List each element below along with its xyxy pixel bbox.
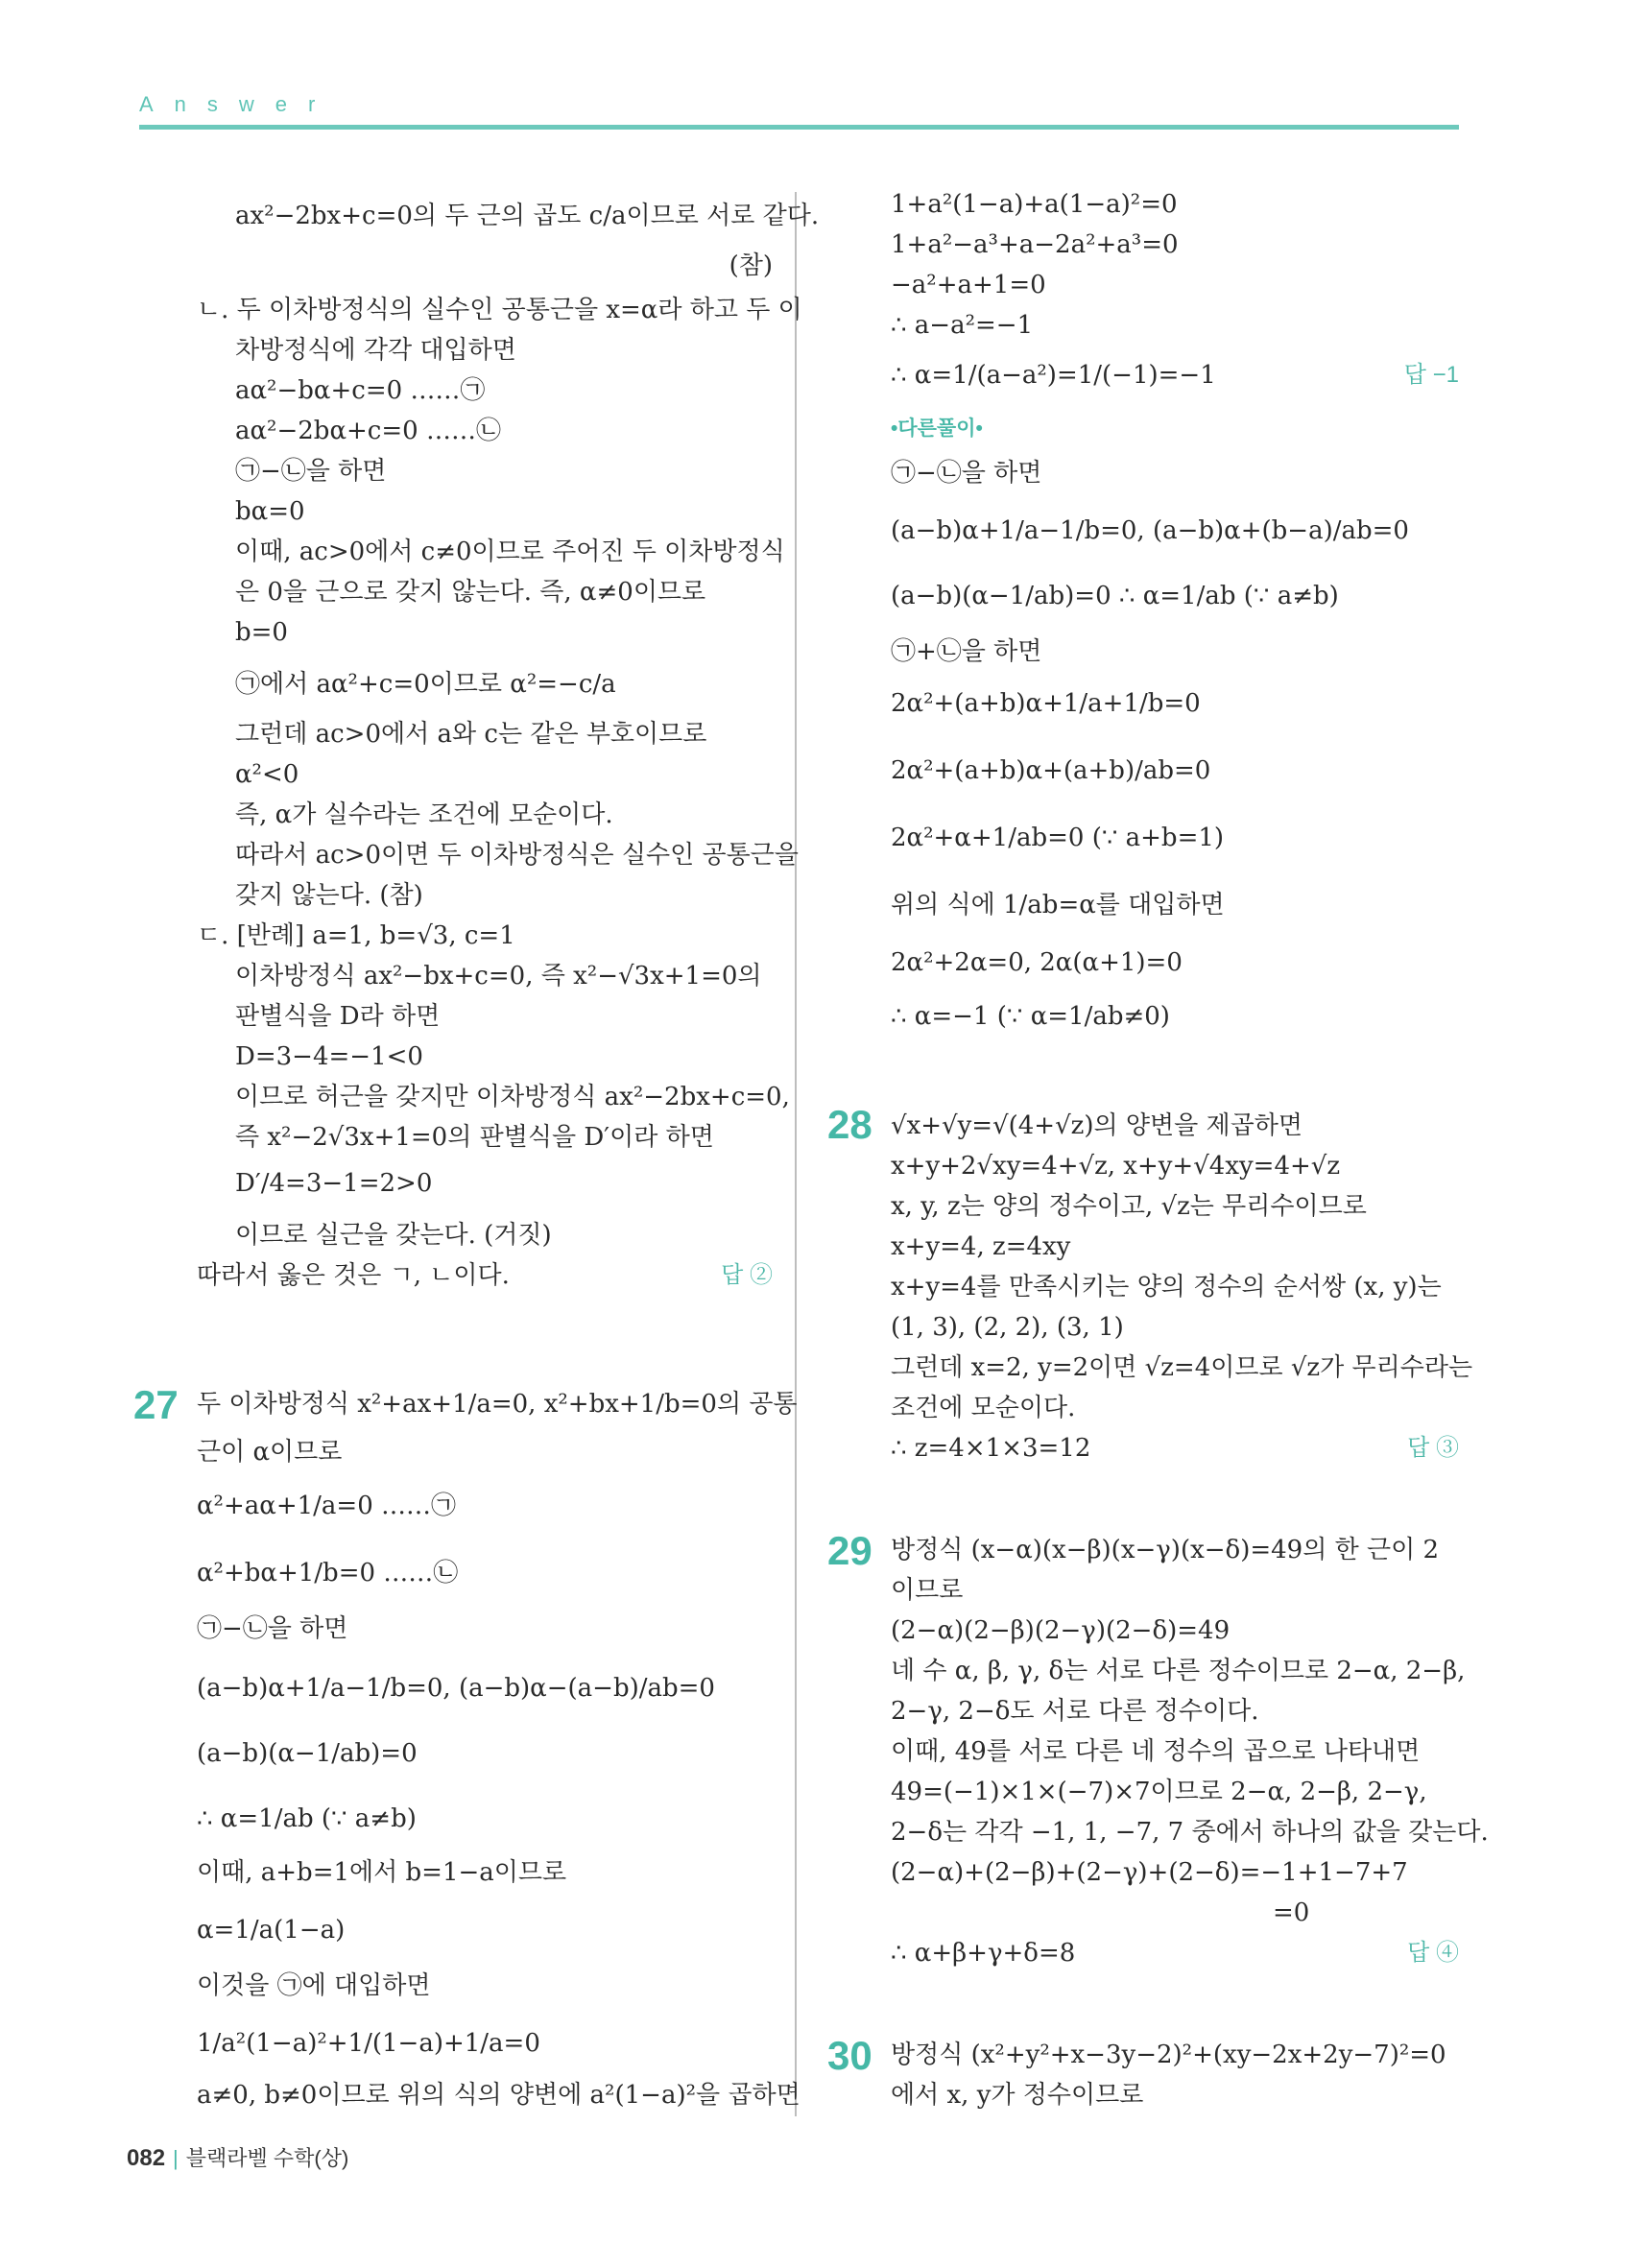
text-line: 그런데 x=2, y=2이면 √z=4이므로 √z가 무리수라는	[891, 1353, 1473, 1382]
text-line: α²+bα+1/b=0 ……㉡	[197, 1559, 459, 1588]
text-line: x, y, z는 양의 정수이고, √z는 무리수이므로	[891, 1192, 1367, 1221]
text-line: 이므로 허근을 갖지만 이차방정식 ax²−2bx+c=0,	[235, 1083, 790, 1111]
text-line: α=1/a(1−a)	[197, 1916, 346, 1945]
text-line: 2α²+α+1/ab=0 (∵ a+b=1)	[891, 824, 1225, 852]
text-line: x+y+2√xy=4+√z, x+y+√4xy=4+√z	[891, 1152, 1341, 1181]
text-line: 이때, a+b=1에서 b=1−a이므로	[197, 1858, 567, 1887]
footer-separator: |	[173, 2146, 179, 2170]
text-line: 1/a²(1−a)²+1/(1−a)+1/a=0	[197, 2029, 540, 2058]
text-line: (a−b)(α−1/ab)=0 ∴ α=1/ab (∵ a≠b)	[891, 582, 1339, 610]
text-line: 이므로 실근을 갖는다. (거짓)	[235, 1221, 552, 1250]
text-line: ㄷ. [반례] a=1, b=√3, c=1	[197, 921, 515, 950]
text-line: ㉠−㉡을 하면	[197, 1614, 348, 1643]
text-line: ㄴ. 두 이차방정식의 실수인 공통근을 x=α라 하고 두 이	[197, 296, 802, 324]
text-line: 2α²+2α=0, 2α(α+1)=0	[891, 948, 1183, 977]
text-line: 조건에 모순이다.	[891, 1394, 1076, 1422]
text-line: 즉, α가 실수라는 조건에 모순이다.	[235, 800, 613, 829]
text-line: ㉠−㉡을 하면	[891, 459, 1042, 488]
text-line: 판별식을 D라 하면	[235, 1002, 441, 1031]
text-line: 위의 식에 1/ab=α를 대입하면	[891, 891, 1225, 919]
text-line: √x+√y=√(4+√z)의 양변을 제곱하면	[891, 1111, 1302, 1140]
text-line: ∴ z=4×1×3=12	[891, 1434, 1091, 1463]
text-line: ∴ α+β+γ+δ=8	[891, 1939, 1076, 1968]
text-line: −a²+a+1=0	[891, 271, 1046, 299]
problem-number-30: 30	[827, 2033, 872, 2078]
text-line: 이때, 49를 서로 다른 네 정수의 곱으로 나타내면	[891, 1737, 1421, 1766]
text-line: 갖지 않는다. (참)	[235, 881, 423, 910]
text-line: 2α²+(a+b)α+1/a+1/b=0	[891, 689, 1201, 718]
text-line: α²<0	[235, 760, 299, 789]
page-footer	[127, 2142, 348, 2172]
text-line: ∴ α=−1 (∵ α=1/ab≠0)	[891, 1002, 1170, 1031]
text-line: 2α²+(a+b)α+(a+b)/ab=0	[891, 756, 1211, 785]
text-line: (a−b)α+1/a−1/b=0, (a−b)α+(b−a)/ab=0	[891, 516, 1409, 545]
answer-26: 답 ②	[721, 1262, 773, 1288]
mark-true: (참)	[729, 251, 773, 280]
text-line: 1+a²(1−a)+a(1−a)²=0	[891, 190, 1178, 219]
text-line: b=0	[235, 618, 288, 647]
text-line: 네 수 α, β, γ, δ는 서로 다른 정수이므로 2−α, 2−β,	[891, 1657, 1466, 1685]
answer-27: 답 −1	[1403, 362, 1459, 388]
text-line: (a−b)α+1/a−1/b=0, (a−b)α−(a−b)/ab=0	[197, 1674, 715, 1703]
text-line: 따라서 옳은 것은 ㄱ, ㄴ이다.	[197, 1261, 510, 1290]
page-number: 082	[127, 2145, 166, 2171]
text-line: 방정식 (x²+y²+x−3y−2)²+(xy−2x+2y−7)²=0	[891, 2041, 1446, 2069]
text-line: 차방정식에 각각 대입하면	[235, 336, 516, 365]
problem-number-29: 29	[827, 1528, 872, 1573]
answer-28: 답 ③	[1407, 1435, 1459, 1461]
text-line: D′/4=3−1=2>0	[235, 1169, 433, 1198]
text-line: 이때, ac>0에서 c≠0이므로 주어진 두 이차방정식	[235, 537, 785, 566]
text-line: x+y=4를 만족시키는 양의 정수의 순서쌍 (x, y)는	[891, 1273, 1442, 1301]
text-line: D=3−4=−1<0	[235, 1042, 423, 1071]
text-line: 이것을 ㉠에 대입하면	[197, 1971, 431, 2000]
text-line: 은 0을 근으로 갖지 않는다. 즉, α≠0이므로	[235, 578, 706, 607]
text-line: 49=(−1)×1×(−7)×7이므로 2−α, 2−β, 2−γ,	[891, 1778, 1427, 1806]
text-line: 그런데 ac>0에서 a와 c는 같은 부호이므로	[235, 720, 707, 749]
header-rule	[139, 125, 1459, 130]
text-line: ㉠+㉡을 하면	[891, 637, 1042, 666]
alt-solution-label: •다른풀이•	[891, 418, 983, 440]
header-label: Answer	[139, 92, 337, 116]
text-line: 근이 α이므로	[197, 1438, 343, 1467]
text-line: ∴ α=1/(a−a²)=1/(−1)=−1	[891, 361, 1216, 390]
text-line: ∴ α=1/ab (∵ a≠b)	[197, 1804, 417, 1833]
text-line: (2−α)(2−β)(2−γ)(2−δ)=49	[891, 1616, 1231, 1645]
problem-number-28: 28	[827, 1102, 872, 1147]
text-line: x+y=4, z=4xy	[891, 1232, 1071, 1261]
text-line: ax²−2bx+c=0의 두 근의 곱도 c/a이므로 서로 같다.	[235, 202, 820, 230]
text-line: 두 이차방정식 x²+ax+1/a=0, x²+bx+1/b=0의 공통	[197, 1390, 798, 1419]
text-line: 이차방정식 ax²−bx+c=0, 즉 x²−√3x+1=0의	[235, 962, 762, 991]
text-line: 2−δ는 각각 −1, 1, −7, 7 중에서 하나의 값을 갖는다.	[891, 1818, 1489, 1847]
column-divider	[795, 192, 797, 2116]
text-line: (a−b)(α−1/ab)=0	[197, 1739, 418, 1768]
text-line: 방정식 (x−α)(x−β)(x−γ)(x−δ)=49의 한 근이 2	[891, 1536, 1440, 1564]
text-line: 2−γ, 2−δ도 서로 다른 정수이다.	[891, 1697, 1259, 1726]
answer-29: 답 ④	[1407, 1940, 1459, 1966]
text-line: ㉠에서 aα²+c=0이므로 α²=−c/a	[235, 670, 616, 699]
book-title: 블랙라벨 수학(상)	[185, 2146, 349, 2170]
text-line: a≠0, b≠0이므로 위의 식의 양변에 a²(1−a)²을 곱하면	[197, 2081, 801, 2110]
text-line: ㉠−㉡을 하면	[235, 457, 387, 486]
text-line: 따라서 ac>0이면 두 이차방정식은 실수인 공통근을	[235, 841, 799, 870]
text-line: bα=0	[235, 497, 305, 526]
text-line: ∴ a−a²=−1	[891, 311, 1034, 340]
text-line: aα²−bα+c=0 ……㉠	[235, 376, 486, 405]
problem-number-27: 27	[133, 1382, 179, 1427]
text-line: =0	[1273, 1898, 1310, 1927]
text-line: (2−α)+(2−β)+(2−γ)+(2−δ)=−1+1−7+7	[891, 1858, 1408, 1887]
text-line: 에서 x, y가 정수이므로	[891, 2081, 1144, 2110]
text-line: 이므로	[891, 1576, 964, 1605]
text-line: (1, 3), (2, 2), (3, 1)	[891, 1313, 1124, 1342]
text-line: 즉 x²−2√3x+1=0의 판별식을 D′이라 하면	[235, 1123, 714, 1152]
text-line: aα²−2bα+c=0 ……㉡	[235, 417, 501, 445]
text-line: α²+aα+1/a=0 ……㉠	[197, 1492, 457, 1520]
text-line: 1+a²−a³+a−2a²+a³=0	[891, 230, 1179, 259]
